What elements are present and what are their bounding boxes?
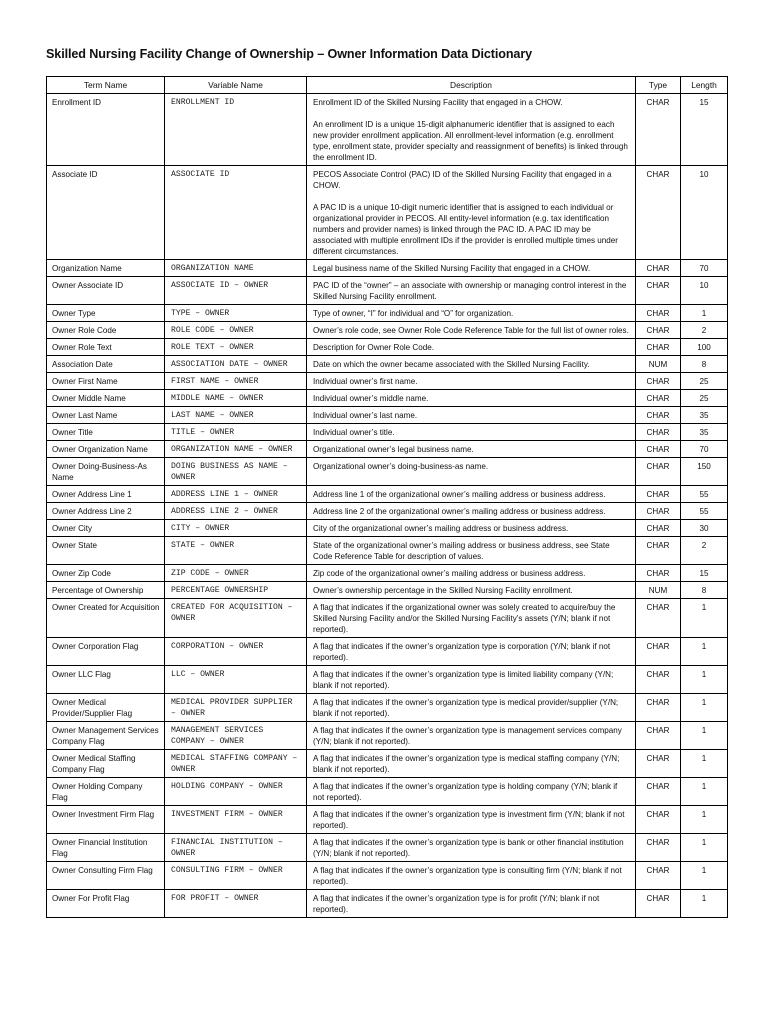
- variable-name-cell: TYPE – OWNER: [165, 305, 307, 322]
- description-cell: [307, 458, 636, 486]
- term-name-cell: Owner Financial Institution Flag: [47, 834, 165, 862]
- term-name-cell: Owner Medical Staffing Company Flag: [47, 750, 165, 778]
- type-cell: CHAR: [636, 305, 681, 322]
- variable-name-cell: LAST NAME – OWNER: [165, 407, 307, 424]
- table-row: [47, 666, 728, 694]
- type-cell: CHAR: [636, 339, 681, 356]
- length-cell: 1: [681, 890, 728, 918]
- term-name-cell: Owner Investment Firm Flag: [47, 806, 165, 834]
- length-cell: 150: [681, 458, 728, 486]
- type-cell: CHAR: [636, 407, 681, 424]
- type-cell: CHAR: [636, 166, 681, 260]
- term-name-cell: Owner Created for Acquisition: [47, 599, 165, 638]
- description-paragraph: City of the organizational owner’s mailing address or business address.: [313, 524, 569, 533]
- description-cell: [307, 778, 636, 806]
- description-paragraph: PECOS Associate Control (PAC) ID of the Skilled Nursing Facility that engaged in a CHOW.: [313, 170, 612, 190]
- length-cell: 10: [681, 166, 728, 260]
- type-cell: CHAR: [636, 537, 681, 565]
- table-row: [47, 778, 728, 806]
- variable-name-cell: ADDRESS LINE 1 – OWNER: [165, 486, 307, 503]
- table-row: [47, 834, 728, 862]
- table-row: [47, 424, 728, 441]
- length-cell: 1: [681, 638, 728, 666]
- description-cell: [307, 305, 636, 322]
- header-term-name: Term Name: [47, 77, 165, 94]
- term-name-cell: Owner Doing-Business-As Name: [47, 458, 165, 486]
- header-type: Type: [636, 77, 681, 94]
- description-cell: [307, 322, 636, 339]
- length-cell: 1: [681, 722, 728, 750]
- description-paragraph: Legal business name of the Skilled Nursing Facility that engaged in a CHOW.: [313, 264, 591, 273]
- table-row: [47, 582, 728, 599]
- variable-name-cell: FINANCIAL INSTITUTION – OWNER: [165, 834, 307, 862]
- length-cell: 55: [681, 503, 728, 520]
- type-cell: CHAR: [636, 424, 681, 441]
- term-name-cell: Percentage of Ownership: [47, 582, 165, 599]
- table-row: [47, 339, 728, 356]
- type-cell: CHAR: [636, 322, 681, 339]
- type-cell: CHAR: [636, 750, 681, 778]
- term-name-cell: Owner Role Text: [47, 339, 165, 356]
- type-cell: CHAR: [636, 666, 681, 694]
- table-row: [47, 277, 728, 305]
- term-name-cell: Owner LLC Flag: [47, 666, 165, 694]
- term-name-cell: Owner For Profit Flag: [47, 890, 165, 918]
- type-cell: CHAR: [636, 373, 681, 390]
- description-cell: [307, 537, 636, 565]
- description-paragraph: A flag that indicates if the organizational owner was solely created to acquire/buy the Skilled Nursing Facility and/or the Skilled Nursing Facility’s assets (Y/N; blank if not reported).: [313, 603, 616, 634]
- length-cell: 25: [681, 390, 728, 407]
- length-cell: 70: [681, 260, 728, 277]
- length-cell: 1: [681, 305, 728, 322]
- length-cell: 1: [681, 834, 728, 862]
- term-name-cell: Owner Type: [47, 305, 165, 322]
- description-cell: [307, 666, 636, 694]
- length-cell: 1: [681, 666, 728, 694]
- type-cell: CHAR: [636, 520, 681, 537]
- variable-name-cell: INVESTMENT FIRM – OWNER: [165, 806, 307, 834]
- length-cell: 2: [681, 322, 728, 339]
- variable-name-cell: ENROLLMENT ID: [165, 94, 307, 166]
- table-row: [47, 694, 728, 722]
- variable-name-cell: STATE – OWNER: [165, 537, 307, 565]
- description-cell: [307, 407, 636, 424]
- description-cell: [307, 694, 636, 722]
- description-cell: [307, 260, 636, 277]
- term-name-cell: Organization Name: [47, 260, 165, 277]
- description-paragraph: Date on which the owner became associated with the Skilled Nursing Facility.: [313, 360, 590, 369]
- description-paragraph: A flag that indicates if the owner’s organization type is bank or other financial institution (Y/N; blank if not reported).: [313, 838, 624, 858]
- term-name-cell: Owner Title: [47, 424, 165, 441]
- table-row: [47, 565, 728, 582]
- variable-name-cell: MEDICAL PROVIDER SUPPLIER – OWNER: [165, 694, 307, 722]
- description-paragraph: Individual owner’s last name.: [313, 411, 418, 420]
- variable-name-cell: FIRST NAME – OWNER: [165, 373, 307, 390]
- table-row: [47, 520, 728, 537]
- description-cell: [307, 441, 636, 458]
- length-cell: 25: [681, 373, 728, 390]
- type-cell: CHAR: [636, 565, 681, 582]
- length-cell: 8: [681, 356, 728, 373]
- variable-name-cell: CONSULTING FIRM – OWNER: [165, 862, 307, 890]
- header-variable-name: Variable Name: [165, 77, 307, 94]
- header-description: Description: [307, 77, 636, 94]
- length-cell: 55: [681, 486, 728, 503]
- length-cell: 70: [681, 441, 728, 458]
- table-row: [47, 390, 728, 407]
- length-cell: 100: [681, 339, 728, 356]
- table-header-row: [47, 77, 728, 94]
- table-row: [47, 599, 728, 638]
- length-cell: 10: [681, 277, 728, 305]
- description-paragraph: Organizational owner’s doing-business-as name.: [313, 462, 489, 471]
- table-row: [47, 638, 728, 666]
- term-name-cell: Owner Middle Name: [47, 390, 165, 407]
- variable-name-cell: CREATED FOR ACQUISITION – OWNER: [165, 599, 307, 638]
- length-cell: 1: [681, 778, 728, 806]
- variable-name-cell: ASSOCIATE ID: [165, 166, 307, 260]
- description-cell: [307, 373, 636, 390]
- header-length: Length: [681, 77, 728, 94]
- type-cell: CHAR: [636, 260, 681, 277]
- data-dictionary-table: [46, 76, 728, 918]
- variable-name-cell: ZIP CODE – OWNER: [165, 565, 307, 582]
- term-name-cell: Owner Holding Company Flag: [47, 778, 165, 806]
- description-cell: [307, 722, 636, 750]
- description-cell: [307, 890, 636, 918]
- description-paragraph: A flag that indicates if the owner’s organization type is investment firm (Y/N; blank if not reported).: [313, 810, 625, 830]
- table-row: [47, 890, 728, 918]
- table-row: [47, 94, 728, 166]
- term-name-cell: Owner Zip Code: [47, 565, 165, 582]
- table-row: [47, 356, 728, 373]
- variable-name-cell: ROLE TEXT – OWNER: [165, 339, 307, 356]
- length-cell: 30: [681, 520, 728, 537]
- length-cell: 8: [681, 582, 728, 599]
- variable-name-cell: FOR PROFIT – OWNER: [165, 890, 307, 918]
- description-cell: [307, 520, 636, 537]
- description-paragraph: Owner’s role code, see Owner Role Code Reference Table for the full list of owner roles.: [313, 326, 629, 335]
- type-cell: NUM: [636, 356, 681, 373]
- table-row: [47, 862, 728, 890]
- type-cell: NUM: [636, 582, 681, 599]
- description-paragraph: A PAC ID is a unique 10-digit numeric identifier that is assigned to each individual or organizational provider in PECOS. All entity-level information (e.g. tax identification numbers and provider names) is linked through the PAC ID. A PAC ID may be associated with multiple enrollment IDs if the provider is enrolled multiple times under different circumstances.: [313, 203, 619, 256]
- description-paragraph: Individual owner’s first name.: [313, 377, 418, 386]
- description-cell: [307, 582, 636, 599]
- description-paragraph: A flag that indicates if the owner’s organization type is consulting firm (Y/N; blank if not reported).: [313, 866, 622, 886]
- variable-name-cell: DOING BUSINESS AS NAME – OWNER: [165, 458, 307, 486]
- description-paragraph: A flag that indicates if the owner’s organization type is holding company (Y/N; blank if not reported).: [313, 782, 618, 802]
- term-name-cell: Owner City: [47, 520, 165, 537]
- variable-name-cell: ORGANIZATION NAME: [165, 260, 307, 277]
- length-cell: 35: [681, 407, 728, 424]
- table-row: [47, 305, 728, 322]
- term-name-cell: Owner Last Name: [47, 407, 165, 424]
- type-cell: CHAR: [636, 458, 681, 486]
- term-name-cell: Enrollment ID: [47, 94, 165, 166]
- length-cell: 1: [681, 806, 728, 834]
- description-paragraph: PAC ID of the “owner” – an associate with ownership or managing control interest in the Skilled Nursing Facility enrollment.: [313, 281, 627, 301]
- term-name-cell: Association Date: [47, 356, 165, 373]
- description-paragraph: An enrollment ID is a unique 15-digit alphanumeric identifier that is assigned to each new provider enrollment application. All enrollment-level information (e.g. enrollment type, enrollment state, provider specialty and reassignment of benefits) is linked through the enrollment ID.: [313, 120, 628, 162]
- description-cell: [307, 356, 636, 373]
- description-paragraph: Address line 2 of the organizational owner’s mailing address or business address.: [313, 507, 606, 516]
- type-cell: CHAR: [636, 890, 681, 918]
- page-title: Skilled Nursing Facility Change of Ownership – Owner Information Data Dictionary: [46, 47, 533, 61]
- term-name-cell: Owner Associate ID: [47, 277, 165, 305]
- description-paragraph: A flag that indicates if the owner’s organization type is for profit (Y/N; blank if not reported).: [313, 894, 600, 914]
- length-cell: 1: [681, 599, 728, 638]
- description-paragraph: State of the organizational owner’s mailing address or business address, see State Code Reference Table for description of values.: [313, 541, 610, 561]
- length-cell: 15: [681, 94, 728, 166]
- length-cell: 1: [681, 694, 728, 722]
- description-cell: [307, 503, 636, 520]
- description-cell: [307, 486, 636, 503]
- description-paragraph: Type of owner, “I” for individual and “O” for organization.: [313, 309, 514, 318]
- description-cell: [307, 166, 636, 260]
- description-paragraph: Address line 1 of the organizational owner’s mailing address or business address.: [313, 490, 606, 499]
- type-cell: CHAR: [636, 806, 681, 834]
- variable-name-cell: MIDDLE NAME – OWNER: [165, 390, 307, 407]
- type-cell: CHAR: [636, 486, 681, 503]
- description-paragraph: Enrollment ID of the Skilled Nursing Facility that engaged in a CHOW.: [313, 98, 563, 107]
- term-name-cell: Owner State: [47, 537, 165, 565]
- variable-name-cell: HOLDING COMPANY – OWNER: [165, 778, 307, 806]
- description-paragraph: Individual owner’s title.: [313, 428, 395, 437]
- term-name-cell: Owner Management Services Company Flag: [47, 722, 165, 750]
- type-cell: CHAR: [636, 503, 681, 520]
- variable-name-cell: MANAGEMENT SERVICES COMPANY – OWNER: [165, 722, 307, 750]
- length-cell: 1: [681, 750, 728, 778]
- table-row: [47, 750, 728, 778]
- term-name-cell: Owner First Name: [47, 373, 165, 390]
- table-row: [47, 373, 728, 390]
- type-cell: CHAR: [636, 778, 681, 806]
- term-name-cell: Owner Address Line 2: [47, 503, 165, 520]
- description-cell: [307, 565, 636, 582]
- length-cell: 35: [681, 424, 728, 441]
- term-name-cell: Owner Role Code: [47, 322, 165, 339]
- table-row: [47, 407, 728, 424]
- table-row: [47, 322, 728, 339]
- term-name-cell: Owner Medical Provider/Supplier Flag: [47, 694, 165, 722]
- description-cell: [307, 638, 636, 666]
- description-cell: [307, 750, 636, 778]
- variable-name-cell: ORGANIZATION NAME – OWNER: [165, 441, 307, 458]
- table-row: [47, 537, 728, 565]
- term-name-cell: Owner Address Line 1: [47, 486, 165, 503]
- variable-name-cell: ADDRESS LINE 2 – OWNER: [165, 503, 307, 520]
- description-cell: [307, 862, 636, 890]
- description-cell: [307, 834, 636, 862]
- variable-name-cell: TITLE – OWNER: [165, 424, 307, 441]
- type-cell: CHAR: [636, 599, 681, 638]
- term-name-cell: Owner Consulting Firm Flag: [47, 862, 165, 890]
- term-name-cell: Owner Corporation Flag: [47, 638, 165, 666]
- description-cell: [307, 806, 636, 834]
- description-paragraph: Owner’s ownership percentage in the Skilled Nursing Facility enrollment.: [313, 586, 573, 595]
- table-row: [47, 458, 728, 486]
- description-paragraph: A flag that indicates if the owner’s organization type is medical staffing company (Y/N; blank if not reported).: [313, 754, 620, 774]
- term-name-cell: Owner Organization Name: [47, 441, 165, 458]
- table-row: [47, 441, 728, 458]
- type-cell: CHAR: [636, 94, 681, 166]
- description-paragraph: A flag that indicates if the owner’s organization type is corporation (Y/N; blank if not reported).: [313, 642, 611, 662]
- length-cell: 15: [681, 565, 728, 582]
- description-cell: [307, 339, 636, 356]
- table-row: [47, 503, 728, 520]
- description-cell: [307, 277, 636, 305]
- type-cell: CHAR: [636, 441, 681, 458]
- table-row: [47, 722, 728, 750]
- variable-name-cell: MEDICAL STAFFING COMPANY – OWNER: [165, 750, 307, 778]
- type-cell: CHAR: [636, 862, 681, 890]
- variable-name-cell: CITY – OWNER: [165, 520, 307, 537]
- table-row: [47, 486, 728, 503]
- description-paragraph: A flag that indicates if the owner’s organization type is medical provider/supplier (Y/N; blank if not reported).: [313, 698, 619, 718]
- variable-name-cell: ROLE CODE – OWNER: [165, 322, 307, 339]
- term-name-cell: Associate ID: [47, 166, 165, 260]
- type-cell: CHAR: [636, 638, 681, 666]
- table-row: [47, 260, 728, 277]
- variable-name-cell: ASSOCIATION DATE – OWNER: [165, 356, 307, 373]
- variable-name-cell: ASSOCIATE ID – OWNER: [165, 277, 307, 305]
- description-paragraph: Zip code of the organizational owner’s mailing address or business address.: [313, 569, 586, 578]
- description-paragraph: Individual owner’s middle name.: [313, 394, 429, 403]
- description-paragraph: A flag that indicates if the owner’s organization type is limited liability company (Y/N; blank if not reported).: [313, 670, 614, 690]
- variable-name-cell: CORPORATION – OWNER: [165, 638, 307, 666]
- description-cell: [307, 424, 636, 441]
- type-cell: CHAR: [636, 834, 681, 862]
- description-paragraph: Organizational owner’s legal business name.: [313, 445, 474, 454]
- variable-name-cell: PERCENTAGE OWNERSHIP: [165, 582, 307, 599]
- table-row: [47, 166, 728, 260]
- description-cell: [307, 599, 636, 638]
- table-row: [47, 806, 728, 834]
- description-cell: [307, 94, 636, 166]
- description-paragraph: A flag that indicates if the owner’s organization type is management services company (Y/N; blank if not reported).: [313, 726, 622, 746]
- description-paragraph: Description for Owner Role Code.: [313, 343, 435, 352]
- type-cell: CHAR: [636, 390, 681, 407]
- description-cell: [307, 390, 636, 407]
- type-cell: CHAR: [636, 722, 681, 750]
- type-cell: CHAR: [636, 694, 681, 722]
- type-cell: CHAR: [636, 277, 681, 305]
- variable-name-cell: LLC – OWNER: [165, 666, 307, 694]
- length-cell: 1: [681, 862, 728, 890]
- length-cell: 2: [681, 537, 728, 565]
